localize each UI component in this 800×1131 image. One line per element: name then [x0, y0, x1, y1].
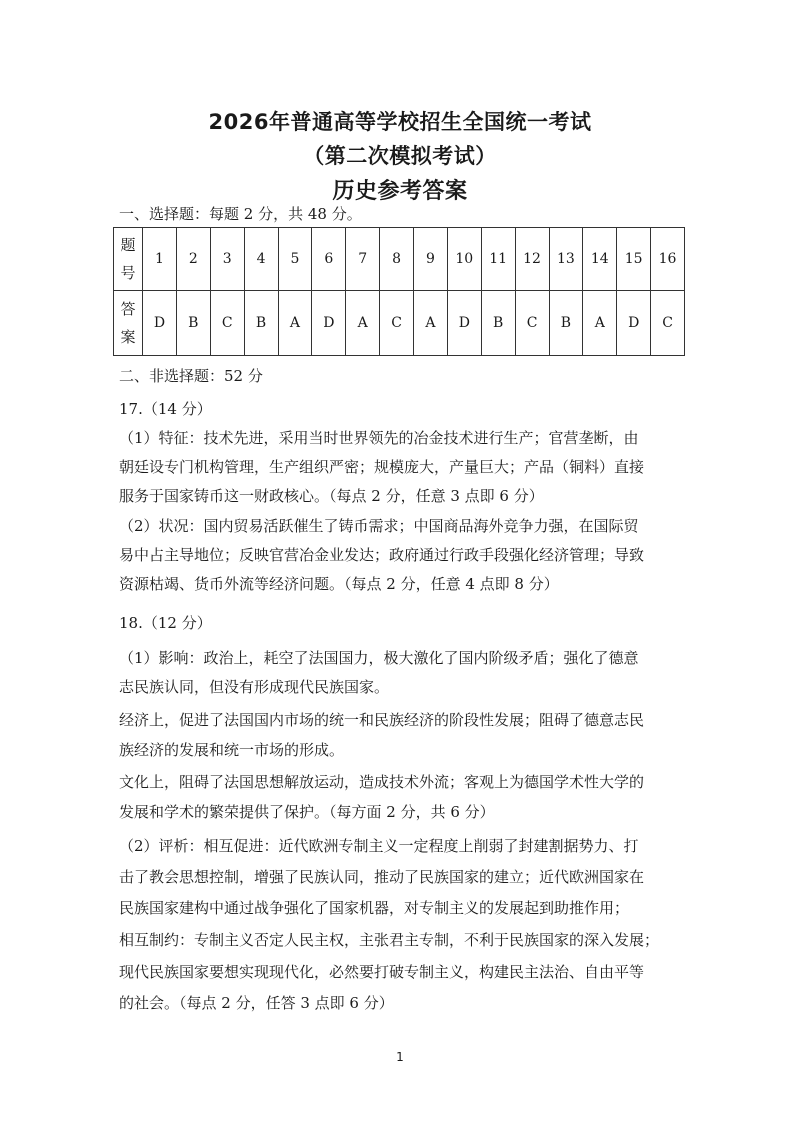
exam-title: 2026年普通高等学校招生全国统一考试 — [208, 110, 592, 134]
answer-text-line: 相互制约：专制主义否定人民主权，主张君主专制，不利于民族国家的深入发展； — [119, 931, 660, 949]
answer-text-line: 族经济的发展和统一市场的形成。 — [119, 741, 345, 759]
answer-cell: C — [651, 291, 685, 356]
question-number: 10 — [447, 228, 481, 291]
section2-heading: 二、非选择题：52 分 — [119, 367, 263, 385]
answer-key-title: 历史参考答案 — [332, 179, 468, 204]
question-number: 7 — [346, 228, 380, 291]
question-number: 16 — [651, 228, 685, 291]
answer-cell: A — [414, 291, 448, 356]
answer-cell: D — [447, 291, 481, 356]
answer-cell: A — [278, 291, 312, 356]
answer-cell: D — [312, 291, 346, 356]
answer-cell: A — [583, 291, 617, 356]
answer-text-line: 服务于国家铸币这一财政核心。（每点 2 分，任意 3 点即 6 分） — [119, 487, 544, 505]
answer-cell: B — [176, 291, 210, 356]
question-17-heading: 17.（14 分） — [119, 400, 212, 418]
question-number: 6 — [312, 228, 346, 291]
question-number: 5 — [278, 228, 312, 291]
question-number: 12 — [515, 228, 549, 291]
answer-row — [114, 291, 685, 356]
answer-cell: A — [346, 291, 380, 356]
answer-text-line: 发展和学术的繁荣提供了保护。（每方面 2 分，共 6 分） — [119, 803, 495, 821]
answer-cell: B — [481, 291, 515, 356]
answer-text-line: 民族国家建构中通过战争强化了国家机器，对专制主义的发展起到助推作用； — [119, 899, 630, 917]
question-number: 2 — [176, 228, 210, 291]
answer-cell: C — [380, 291, 414, 356]
answer-text-line: （2）评析：相互促进：近代欧洲专制主义一定程度上削弱了封建割据势力、打 — [119, 837, 639, 855]
answer-table — [113, 227, 685, 356]
question-number-row — [114, 228, 685, 291]
answer-cell: D — [143, 291, 177, 356]
answer-text-line: 击了教会思想控制，增强了民族认同，推动了民族国家的建立；近代欧洲国家在 — [119, 868, 645, 886]
answer-text-line: 现代民族国家要想实现现代化，必然要打破专制主义，构建民主法治、自由平等 — [119, 963, 645, 981]
answer-text-line: 资源枯竭、货币外流等经济问题。（每点 2 分，任意 4 点即 8 分） — [119, 575, 559, 593]
exam-subtitle: （第二次模拟考试） — [303, 144, 497, 168]
question-number: 1 — [143, 228, 177, 291]
question-number: 13 — [549, 228, 583, 291]
answer-cell: B — [549, 291, 583, 356]
answer-cell: D — [617, 291, 651, 356]
page-number: 1 — [396, 1050, 404, 1064]
answer-cell: B — [244, 291, 278, 356]
question-number: 4 — [244, 228, 278, 291]
question-number: 14 — [583, 228, 617, 291]
question-number: 9 — [414, 228, 448, 291]
answer-text-line: （1）影响：政治上，耗空了法国国力，极大激化了国内阶级矛盾；强化了德意 — [119, 649, 639, 667]
answer-text-line: 文化上，阻碍了法国思想解放运动，造成技术外流；客观上为德国学术性大学的 — [119, 773, 645, 791]
question-number: 15 — [617, 228, 651, 291]
answer-text-line: 经济上，促进了法国国内市场的统一和民族经济的阶段性发展；阻碍了德意志民 — [119, 711, 645, 729]
answer-text-line: 志民族认同，但没有形成现代民族国家。 — [119, 678, 390, 696]
answer-cell: C — [210, 291, 244, 356]
answer-text-line: 易中占主导地位；反映官营冶金业发达；政府通过行政手段强化经济管理；导致 — [119, 546, 645, 564]
question-number: 8 — [380, 228, 414, 291]
question-number: 11 — [481, 228, 515, 291]
answer-text-line: （2）状况：国内贸易活跃催生了铸币需求；中国商品海外竞争力强，在国际贸 — [119, 517, 639, 535]
answer-text-line: 的社会。（每点 2 分，任答 3 点即 6 分） — [119, 994, 394, 1012]
answer-header: 答案 — [114, 291, 143, 356]
answer-cell: C — [515, 291, 549, 356]
answer-text-line: （1）特征：技术先进，采用当时世界领先的冶金技术进行生产；官营垄断，由 — [119, 429, 639, 447]
section1-heading: 一、选择题：每题 2 分，共 48 分。 — [119, 205, 362, 223]
answer-text-line: 朝廷设专门机构管理，生产组织严密；规模庞大，产量巨大；产品（铜料）直接 — [119, 458, 645, 476]
question-number-header: 题号 — [114, 228, 143, 291]
question-number: 3 — [210, 228, 244, 291]
question-18-heading: 18.（12 分） — [119, 614, 212, 632]
